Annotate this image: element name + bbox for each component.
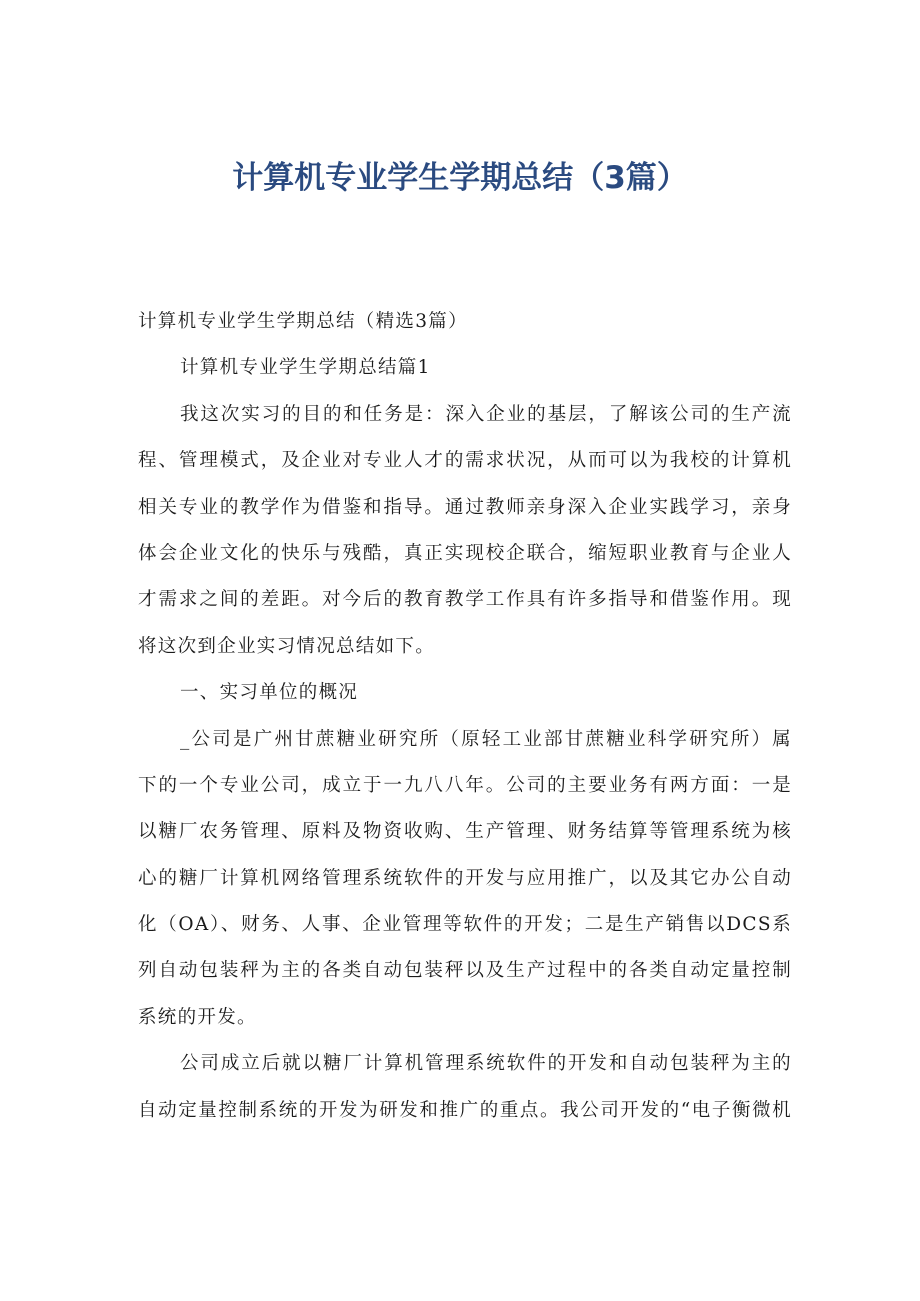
section-heading: 一、实习单位的概况 <box>180 682 359 704</box>
paragraph-line: _公司是广州甘蔗糖业研究所（原轻工业部甘蔗糖业科学研究所）属 <box>180 728 792 750</box>
paragraph-line: 我这次实习的目的和任务是：深入企业的基层，了解该公司的生产流 <box>180 403 792 425</box>
paragraph-line: 化（OA）、财务、人事、企业管理等软件的开发；二是生产销售以DCS系 <box>138 914 792 936</box>
paragraph-line: 体会企业文化的快乐与残酷，真正实现校企联合，缩短职业教育与企业人 <box>138 542 792 564</box>
paragraph-line: 以糖厂农务管理、原料及物资收购、生产管理、财务结算等管理系统为核 <box>138 821 792 843</box>
paragraph-line: 下的一个专业公司，成立于一九八八年。公司的主要业务有两方面：一是 <box>138 774 792 796</box>
paragraph-line: 心的糖厂计算机网络管理系统软件的开发与应用推广，以及其它办公自动 <box>138 867 792 889</box>
paragraph-line: 将这次到企业实习情况总结如下。 <box>138 635 436 657</box>
paragraph-line: 相关专业的教学作为借鉴和指导。通过教师亲身深入企业实践学习，亲身 <box>138 496 792 518</box>
document-subtitle: 计算机专业学生学期总结（精选3篇） <box>138 311 468 332</box>
paragraph-line: 才需求之间的差距。对今后的教育教学工作具有许多指导和借鉴作用。现 <box>138 589 792 611</box>
document-title: 计算机专业学生学期总结（3篇） <box>232 160 688 196</box>
paragraph-line: 系统的开发。 <box>138 1006 257 1028</box>
document-body <box>138 308 792 1143</box>
paragraph-line: 自动定量控制系统的开发为研发和推广的重点。我公司开发的“电子衡微机 <box>138 1099 792 1121</box>
paragraph-line: 列自动包装秤为主的各类自动包装秤以及生产过程中的各类自动定量控制 <box>138 960 792 982</box>
paragraph-line: 程、管理模式，及企业对专业人才的需求状况，从而可以为我校的计算机 <box>138 450 792 472</box>
section-heading: 计算机专业学生学期总结篇1 <box>180 357 431 379</box>
paragraph-line: 公司成立后就以糖厂计算机管理系统软件的开发和自动包装秤为主的 <box>180 1053 792 1075</box>
